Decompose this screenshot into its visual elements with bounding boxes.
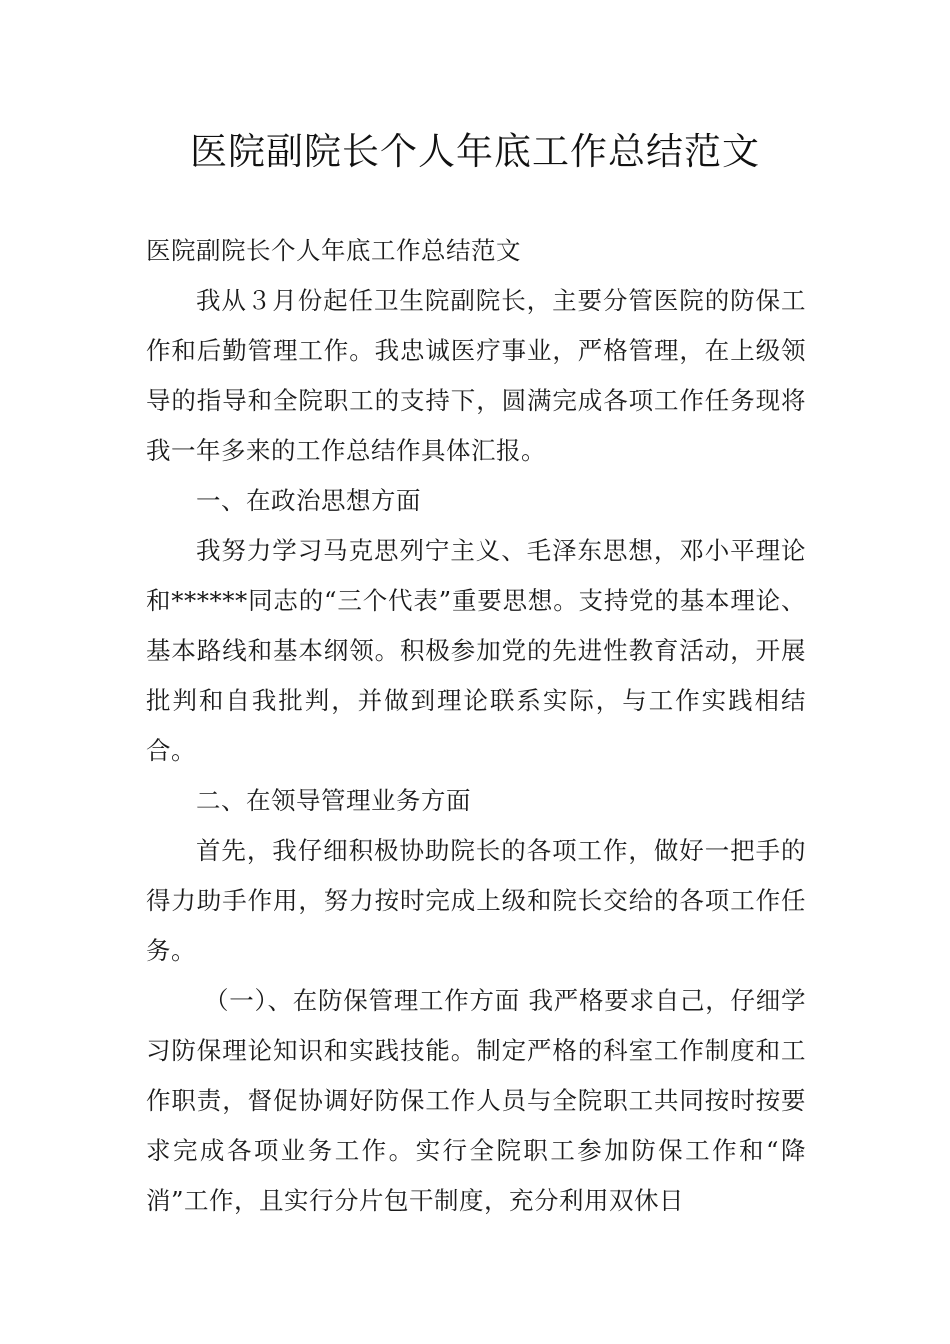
- politics-paragraph: 我努力学习马克思列宁主义、毛泽东思想，邓小平理论和******同志的“三个代表”重要思想。支持党的基本理论、基本路线和基本纲领。积极参加党的先进性教育活动，开展批判和自我批判，并做到理论联系实际，与工作实践相结合。: [146, 536, 806, 765]
- section-heading-management: 二、在领导管理业务方面: [196, 786, 471, 815]
- document-title: 医院副院长个人年底工作总结范文: [190, 130, 760, 173]
- document-body: [146, 226, 806, 1226]
- intro-paragraph: 我从３月份起任卫生院副院长，主要分管医院的防保工作和后勤管理工作。我忠诚医疗事业，严格管理，在上级领导的指导和全院职工的支持下，圆满完成各项工作任务现将我一年多来的工作总结作具体汇报。: [146, 286, 806, 465]
- subtitle-paragraph: 医院副院长个人年底工作总结范文: [146, 236, 521, 265]
- section-heading-politics: 一、在政治思想方面: [196, 486, 421, 515]
- management-paragraph: 首先，我仔细积极协助院长的各项工作，做好一把手的得力助手作用，努力按时完成上级和院长交给的各项工作任务。: [146, 836, 806, 965]
- prevention-paragraph: （一）、在防保管理工作方面 我严格要求自己，仔细学习防保理论知识和实践技能。制定严格的科室工作制度和工作职责，督促协调好防保工作人员与全院职工共同按时按要求完成各项业务工作。实行全院职工参加防保工作和“降消”工作，且实行分片包干制度，充分利用双休日: [146, 986, 806, 1215]
